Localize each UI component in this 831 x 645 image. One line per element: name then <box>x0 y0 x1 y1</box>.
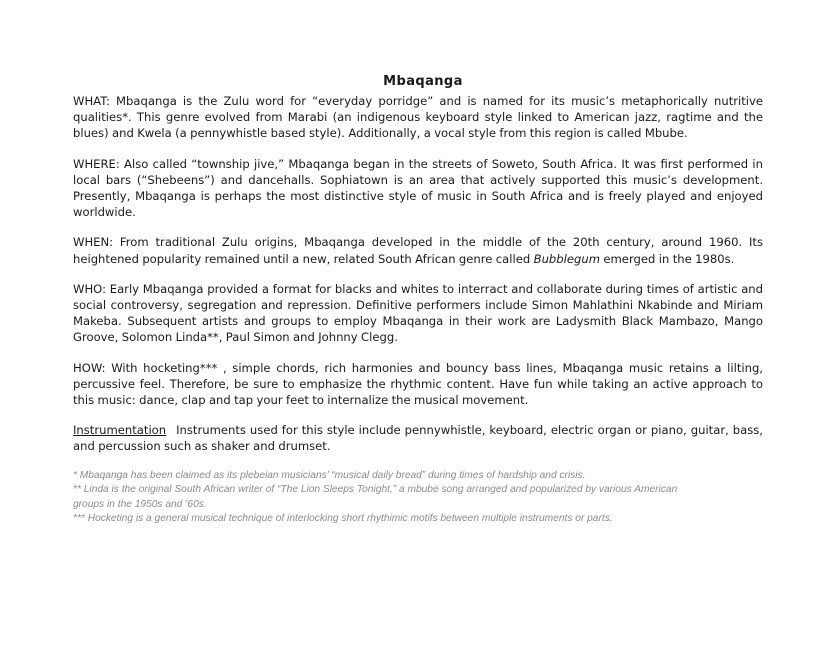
how-paragraph: HOW: With hocketing*** , simple chords, rich harmonies and bouncy bass lines, Mbaqanga music retains a lilting, percussive feel. Therefore, be sure to emphasize the rhythmic content. Have fun while taking an active approach to this music: dance, clap and tap your feet to internalize the musical movement. <box>73 360 763 408</box>
when-paragraph <box>73 234 763 266</box>
footnote-3: *** Hocketing is a general musical technique of interlocking short rhythimic motifs between multiple instruments or parts. <box>73 513 613 525</box>
instrumentation-text: Instruments used for this style include pennywhistle, keyboard, electric organ or piano, guitar, bass, and percussion such as shaker and drumset. <box>73 423 763 454</box>
footnotes <box>73 469 763 527</box>
footnote-2-continued: groups in the 1950s and ’60s. <box>73 498 207 510</box>
what-paragraph: WHAT: Mbaqanga is the Zulu word for “everyday porridge” and is named for its music’s metaphorically nutritive qualities*. This genre evolved from Marabi (an indigenous keyboard style linked to American jazz, ragtime and the blues) and Kwela (a pennywhistle based style). Additionally, a vocal style from this region is called Mbube. <box>73 94 763 141</box>
footnote-2: ** Linda is the original South African writer of “The Lion Sleeps Tonight,” a mbube song arranged and popularized by various American <box>73 484 678 496</box>
bubblegum-italic: Bubblegum <box>533 251 600 266</box>
instrumentation-label: Instrumentation <box>73 423 167 438</box>
footnote-1: * Mbaqanga has been claimed as its plebeian musicians’ “musical daily bread” during times of hardship and crisis. <box>73 469 586 481</box>
document-page <box>73 74 763 527</box>
instrumentation-paragraph <box>73 422 763 454</box>
where-paragraph: WHERE: Also called “township jive,” Mbaqanga began in the streets of Soweto, South Africa. It was first performed in local bars (“Shebeens”) and dancehalls. Sophiatown is an area that actively supported this music’s development. Presently, Mbaqanga is perhaps the most distinctive style of music in South Africa and is freely played and enjoyed worldwide. <box>73 156 763 220</box>
page-title: Mbaqanga <box>383 74 463 89</box>
who-paragraph: WHO: Early Mbaqanga provided a format for blacks and whites to interract and collaborate during times of artistic and social controversy, segregation and repression. Definitive performers include Simon Mahlathini Nkabinde and Miriam Makeba. Subsequent artists and groups to employ Mbaqanga in their work are Ladysmith Black Mambazo, Mango Groove, Solomon Linda**, Paul Simon and Johnny Clegg. <box>73 281 763 345</box>
when-text-after: emerged in the 1980s. <box>600 251 735 266</box>
when-text-before: WHEN: From traditional Zulu origins, Mbaqanga developed in the middle of the 20th century, around 1960. Its heightened popularity remained until a new, related South African genre called <box>73 235 763 266</box>
